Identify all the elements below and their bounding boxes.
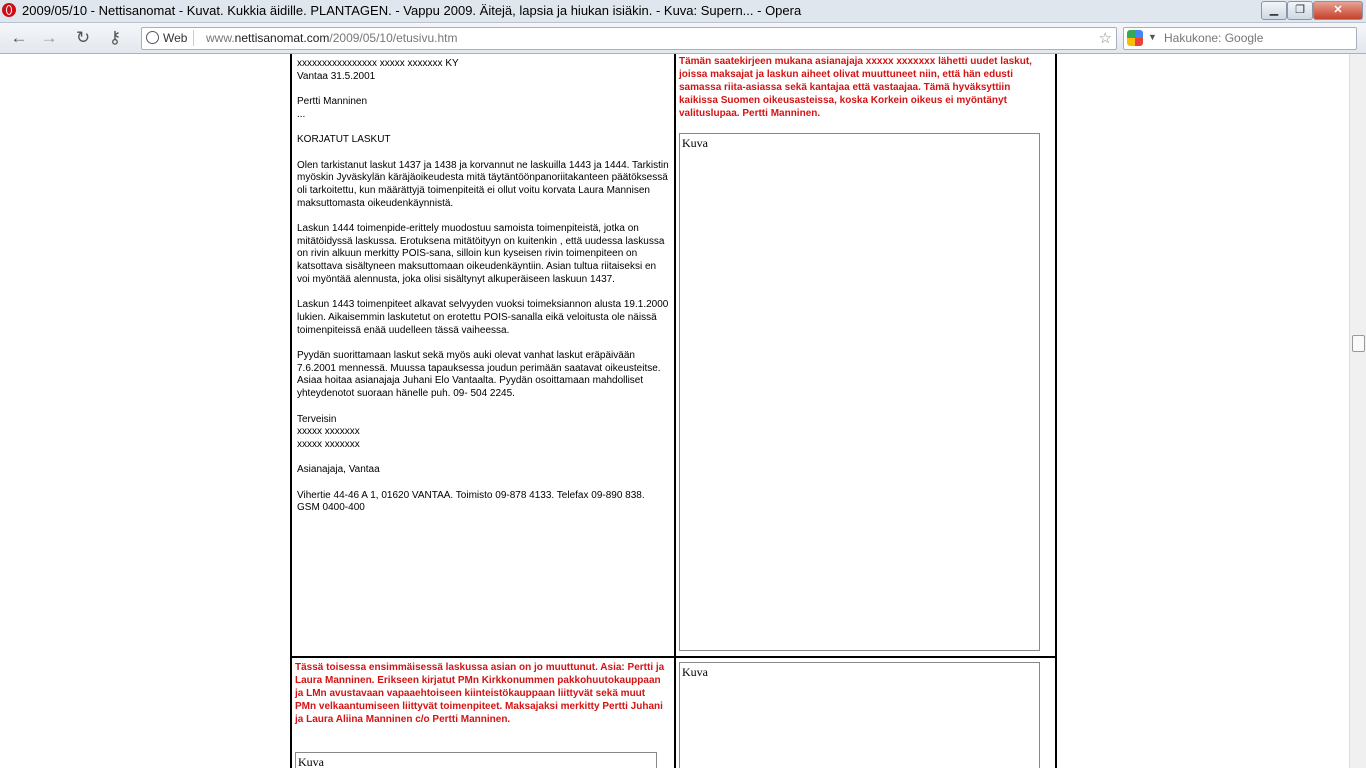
address-bar[interactable] (141, 27, 1117, 50)
letter-line: Pertti Manninen (297, 96, 368, 108)
page-viewport (0, 54, 1349, 768)
web-label: Web (163, 31, 188, 45)
image-placeholder-right-bottom[interactable] (679, 662, 1040, 768)
letter-line: xxxxx xxxxxxx (297, 426, 360, 438)
letter-paragraph: Laskun 1444 toimenpide-erittely muodostuu samoista toimenpiteistä, jotka on mitätöidyssä laskussa. Erotuksena mitätöityyn on kuitenkin , että uudessa laskussa on rivin alkuun merkitty POIS-sana, silloin kun kyseisen rivin toimenpiteen on katsottava sisältyneen maksuttomaan oikeudenkäyntiin. Asian tultua riitaiseksi en voi myöntää alennusta, joka olisi sisältynyt alkuperäiseen laskuun 1437. (297, 223, 665, 285)
search-box[interactable] (1123, 27, 1357, 50)
close-button[interactable]: ✕ (1313, 1, 1363, 20)
caption-left-bottom: Tässä toisessa ensimmäisessä laskussa asian on jo muuttunut. Asia: Pertti ja Laura Manninen. Erikseen kirjatut PMn Kirkkonummen pakkohuutokauppaan ja LMn avustavaan vapaaehtoiseen kiinteistökauppaan liittyvät sekä muut PMn velkaantumiseen liittyvät toimenpiteet. Maksajaksi merkitty Pertti Juhani ja Laura Aliina Manninen c/o Pertti Manninen. (295, 662, 665, 725)
site-info-button[interactable] (146, 30, 194, 46)
letter-address: Vihertie 44-46 A 1, 01620 VANTAA. Toimisto 09-878 4133. Telefax 09-890 838. GSM 0400-400 (297, 489, 645, 514)
letter-paragraph: Pyydän suorittamaan laskut sekä myös auki olevat vanhat laskut eräpäivään 7.6.2001 mennessä. Muussa tapauksessa joudun perimään saatavat oikeusteitse. Asiaa hoitaa asianajaja Juhani Elo Vantaalta. Pyydän osoittamaan mahdolliset yhteydenotot suoraan hänelle puh. 09- 504 2245. (297, 350, 661, 400)
image-alt-text: Kuva (298, 755, 324, 768)
letter-heading: KORJATUT LASKUT (297, 134, 391, 146)
image-cell-right-bottom (675, 657, 1057, 768)
maximize-button[interactable]: ❐ (1287, 1, 1313, 20)
search-engine-dropdown-icon[interactable]: ▼ (1148, 32, 1157, 42)
wand-key-icon[interactable]: ⚷ (108, 28, 122, 47)
letter-paragraph: Laskun 1443 toimenpiteet alkavat selvyyden vuoksi toimeksiannon alusta 19.1.2000 lukien. Aikaisemmin laskutetut on erotettu POIS-sanalla eikä veloitusta ole näissä toimenpiteissä enää uudelleen tässä vaiheessa. (297, 299, 669, 336)
opera-logo-icon (2, 3, 16, 17)
image-alt-text: Kuva (682, 136, 708, 150)
reload-button[interactable]: ↻ (75, 28, 91, 47)
letter-line: Vantaa 31.5.2001 (297, 70, 376, 82)
letter-line: Asianajaja, Vantaa (297, 464, 380, 476)
back-button[interactable]: ← (10, 28, 28, 47)
letter-text (297, 58, 669, 528)
letter-paragraph: Olen tarkistanut laskut 1437 ja 1438 ja korvannut ne laskuilla 1443 ja 1444. Tarkistin myöskin Jyväskylän käräjäoikeudesta mitä täytäntöönpanoriitakanteen päätöksessä oli tarkoitettu, kun määrättyjä toimenpiteitä ei ollut voitu korvata Laura Mannisen maksuttomasta oikeudenkäynnistä. (297, 159, 669, 209)
window-titlebar (0, 0, 1366, 23)
vertical-scrollbar[interactable] (1349, 54, 1366, 768)
letter-line: xxxxxxxxxxxxxxxx xxxxx xxxxxxx KY (297, 58, 459, 69)
image-alt-text: Kuva (682, 665, 708, 679)
url-path: /2009/05/10/etusivu.htm (329, 31, 458, 45)
minimize-button[interactable]: ▁ (1261, 1, 1287, 20)
scrollbar-thumb[interactable] (1352, 335, 1365, 352)
url-domain: nettisanomat.com (234, 31, 330, 45)
image-placeholder-left-bottom[interactable] (295, 752, 657, 768)
forward-button[interactable]: → (40, 28, 58, 47)
image-placeholder-right-top[interactable] (679, 133, 1040, 651)
window-title: 2009/05/10 - Nettisanomat - Kuvat. Kukkia äidille. PLANTAGEN. - Vappu 2009. Äitejä, lapsia ja hiukan isiäkin. - Kuva: Supern... - Opera (22, 3, 802, 18)
caption-cell-right (675, 54, 1057, 657)
search-input[interactable]: Hakukone: Google (1164, 31, 1264, 45)
letter-line: xxxxx xxxxxxx (297, 438, 360, 450)
url-prefix: www. (206, 31, 235, 45)
letter-line: Terveisin (297, 413, 337, 425)
navigation-toolbar (0, 23, 1366, 54)
article-table (290, 54, 1057, 768)
caption-right-top: Tämän saatekirjeen mukana asianajaja xxxxx xxxxxxx lähetti uudet laskut, joissa maksajat ja laskun aiheet olivat muuttuneet niin, että hän edusti samassa riita-asiassa sekä kantajaa että vastaajaa. Tämä hyväksyttiin kaikissa Suomen oikeusasteissa, koska Korkein oikeus ei myöntänyt valituslupaa. Pertti Manninen. (679, 56, 1032, 119)
url-text[interactable] (206, 31, 457, 45)
bookmark-star-icon[interactable]: ☆ (1098, 30, 1112, 47)
letter-cell (290, 54, 675, 657)
google-icon[interactable] (1127, 30, 1143, 46)
globe-icon (146, 31, 159, 44)
letter-line: ... (297, 108, 306, 120)
caption-cell-left-bottom (290, 657, 675, 768)
